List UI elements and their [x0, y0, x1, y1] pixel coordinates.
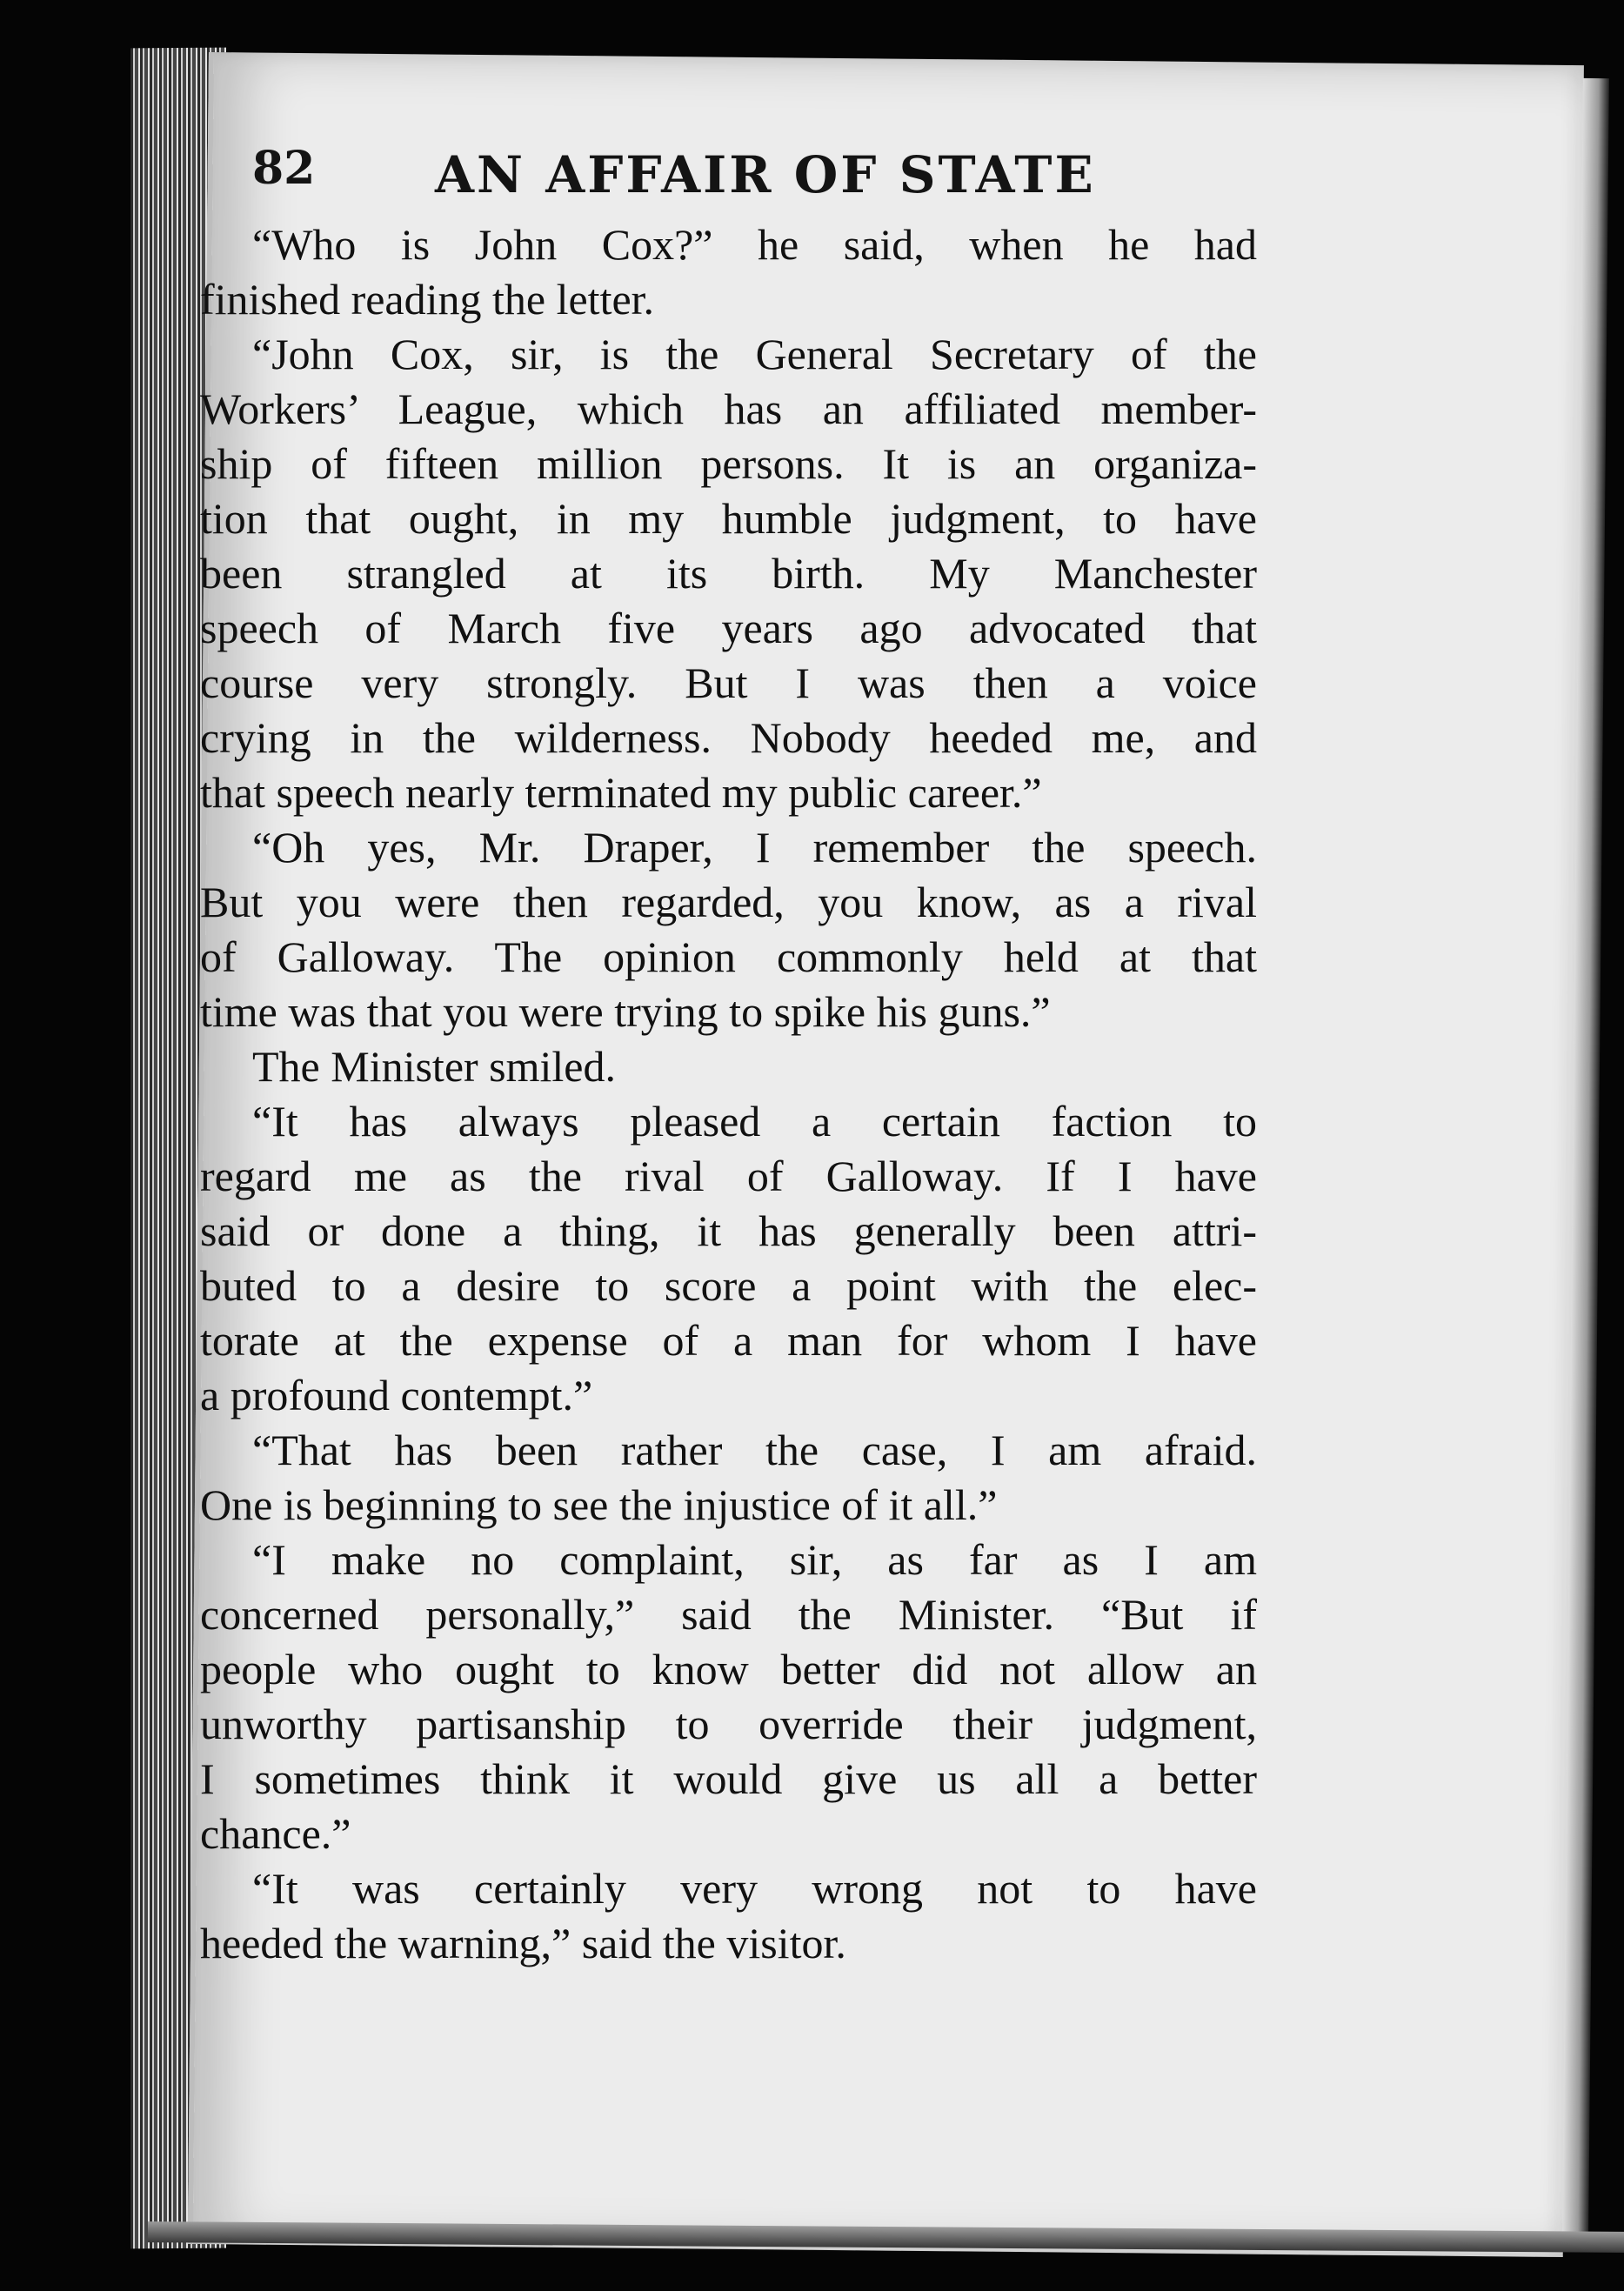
text-line: torate at the expense of a man for whom I have [200, 1316, 1257, 1365]
paragraph [200, 1423, 1257, 1533]
text-line: tion that ought, in my humble judgment, to have [200, 494, 1257, 543]
text-line: unworthy partisanship to override their judgment, [200, 1700, 1257, 1748]
text-line: concerned personally,” said the Minister. “But if [200, 1590, 1257, 1639]
text-line: said or done a thing, it has generally been attri- [200, 1206, 1257, 1255]
running-head: AN AFFAIR OF STATE [435, 145, 1096, 204]
paragraph [200, 820, 1257, 1039]
text-line: people who ought to know better did not allow an [200, 1645, 1257, 1693]
text-line: course very strongly. But I was then a voice [200, 658, 1257, 707]
paragraph [200, 1533, 1257, 1861]
text-line: crying in the wilderness. Nobody heeded me, and [200, 713, 1257, 762]
text-line: “John Cox, sir, is the General Secretary of the [252, 330, 1257, 378]
paragraph [200, 1094, 1257, 1423]
text-line: of Galloway. The opinion commonly held at that [200, 932, 1257, 981]
text-line: The Minister smiled. [252, 1042, 616, 1091]
text-line: regard me as the rival of Galloway. If I have [200, 1152, 1257, 1200]
text-line: time was that you were trying to spike his guns.” [200, 987, 1051, 1036]
text-line: “I make no complaint, sir, as far as I am [252, 1535, 1257, 1584]
text-line: finished reading the letter. [200, 275, 655, 324]
text-line: I sometimes think it would give us all a better [200, 1754, 1257, 1803]
text-line: “It was certainly very wrong not to have [252, 1864, 1257, 1913]
text-line: heeded the warning,” said the visitor. [200, 1919, 846, 1967]
paragraph [200, 327, 1257, 820]
text-line: One is beginning to see the injustice of it all.” [200, 1480, 998, 1529]
text-line: buted to a desire to score a point with the elec- [200, 1261, 1257, 1310]
text-line: that speech nearly terminated my public career.” [200, 768, 1042, 817]
text-line: “Oh yes, Mr. Draper, I remember the speech. [252, 823, 1257, 872]
text-line: ship of fifteen million persons. It is an organiza- [200, 439, 1257, 488]
page-header [252, 126, 1331, 230]
paragraph [200, 217, 1257, 327]
text-line: “That has been rather the case, I am afraid. [252, 1426, 1257, 1474]
text-line: But you were then regarded, you know, as a rival [200, 878, 1257, 926]
paragraph [200, 1861, 1257, 1971]
page-number: 82 [252, 142, 316, 195]
text-line: speech of March five years ago advocated that [200, 604, 1257, 652]
text-line: “It has always pleased a certain faction to [252, 1097, 1257, 1146]
body-text [200, 217, 1257, 1971]
text-line: Workers’ League, which has an affiliated member- [200, 384, 1257, 433]
text-line: “Who is John Cox?” he said, when he had [252, 220, 1257, 269]
text-line: been strangled at its birth. My Manchester [200, 549, 1257, 598]
paragraph [200, 1039, 1257, 1094]
text-line: chance.” [200, 1809, 351, 1858]
text-line: a profound contempt.” [200, 1371, 593, 1419]
